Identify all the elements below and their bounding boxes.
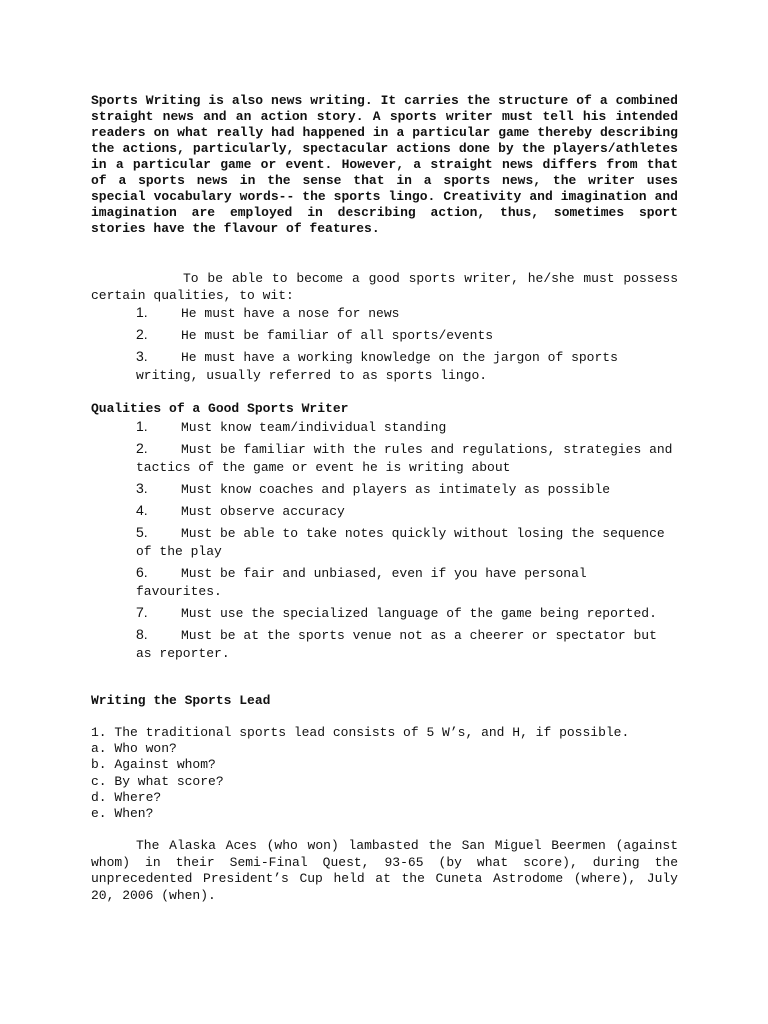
list-number: 6. <box>136 564 148 580</box>
list-item <box>91 627 678 663</box>
list-number: 2. <box>136 440 148 456</box>
list-number: 1. <box>136 418 148 434</box>
list-number: 3. <box>136 480 148 496</box>
list-item <box>91 605 678 623</box>
list-number: 1. <box>136 304 148 320</box>
good-writer-heading: Qualities of a Good Sports Writer <box>91 401 349 416</box>
list-item-text: He must be familiar of all sports/events <box>181 328 494 343</box>
list-number: 4. <box>136 502 148 518</box>
lead-line: a. Who won? <box>91 741 177 757</box>
list-item-text: He must have a working knowledge on the jargon of sports writing, usually referred to as sports lingo. <box>136 350 618 383</box>
lead-line: c. By what score? <box>91 773 224 789</box>
list-item-text: Must know coaches and players as intimately as possible <box>181 482 611 497</box>
list-item <box>91 349 678 389</box>
list-item <box>91 419 678 437</box>
list-number: 3. <box>136 348 148 364</box>
list-number: 2. <box>136 326 148 342</box>
list-number: 8. <box>136 626 148 642</box>
list-item-text: Must be able to take notes quickly without losing the sequence of the play <box>136 526 665 559</box>
qualities-list <box>91 305 678 389</box>
list-item <box>91 481 678 499</box>
lead-line: b. Against whom? <box>91 757 216 773</box>
list-item-text: Must be at the sports venue not as a cheerer or spectator but as reporter. <box>136 628 657 661</box>
list-item <box>91 565 678 601</box>
list-item-text: Must use the specialized language of the game being reported. <box>181 606 657 621</box>
lead-line: 1. The traditional sports lead consists of 5 W’s, and H, if possible. <box>91 725 630 740</box>
list-item <box>91 305 678 327</box>
lead-line: e. When? <box>91 806 154 822</box>
list-item-text: Must be fair and unbiased, even if you have personal favourites. <box>136 566 587 599</box>
list-item-text: He must have a nose for news <box>181 306 400 321</box>
lead-line: d. Where? <box>91 789 162 805</box>
sports-lead-list <box>91 725 678 822</box>
list-item-text: Must be familiar with the rules and regulations, strategies and tactics of the game or event he is writing about <box>136 442 673 475</box>
example-paragraph-text: The Alaska Aces (who won) lambasted the San Miguel Beermen (against whom) in their Semi-Final Quest, 93-65 (by what score), during the unprecedented President’s Cup held at the Cuneta Astrodome (where), July 20, 2006 (when). <box>91 838 678 903</box>
list-number: 5. <box>136 524 148 540</box>
example-paragraph <box>91 838 678 904</box>
sports-lead-heading: Writing the Sports Lead <box>91 693 271 708</box>
qualities-intro-text: To be able to become a good sports writer, he/she must possess certain qualities, to wit: <box>91 271 678 303</box>
list-item <box>91 503 678 521</box>
intro-paragraph: Sports Writing is also news writing. It carries the structure of a combined straight news and an action story. A sports writer must tell his intended readers on what really had happened in a particular game thereby describing the actions, particularly, spectacular actions done by the players/athletes in a particular game or event. However, a straight news differs from that of a sports news in the sense that in a sports news, the writer uses special vocabulary words-- the sports lingo. Creativity and imagination and imagination are employed in describing action, thus, sometimes sport stories have the flavour of features. <box>91 93 678 236</box>
list-item-text: Must observe accuracy <box>181 504 345 519</box>
list-item <box>91 525 678 561</box>
list-item <box>91 327 678 349</box>
list-item-text: Must know team/individual standing <box>181 420 447 435</box>
list-number: 7. <box>136 604 148 620</box>
list-item <box>91 441 678 477</box>
qualities-intro-paragraph <box>91 271 678 304</box>
good-writer-list <box>91 419 678 667</box>
